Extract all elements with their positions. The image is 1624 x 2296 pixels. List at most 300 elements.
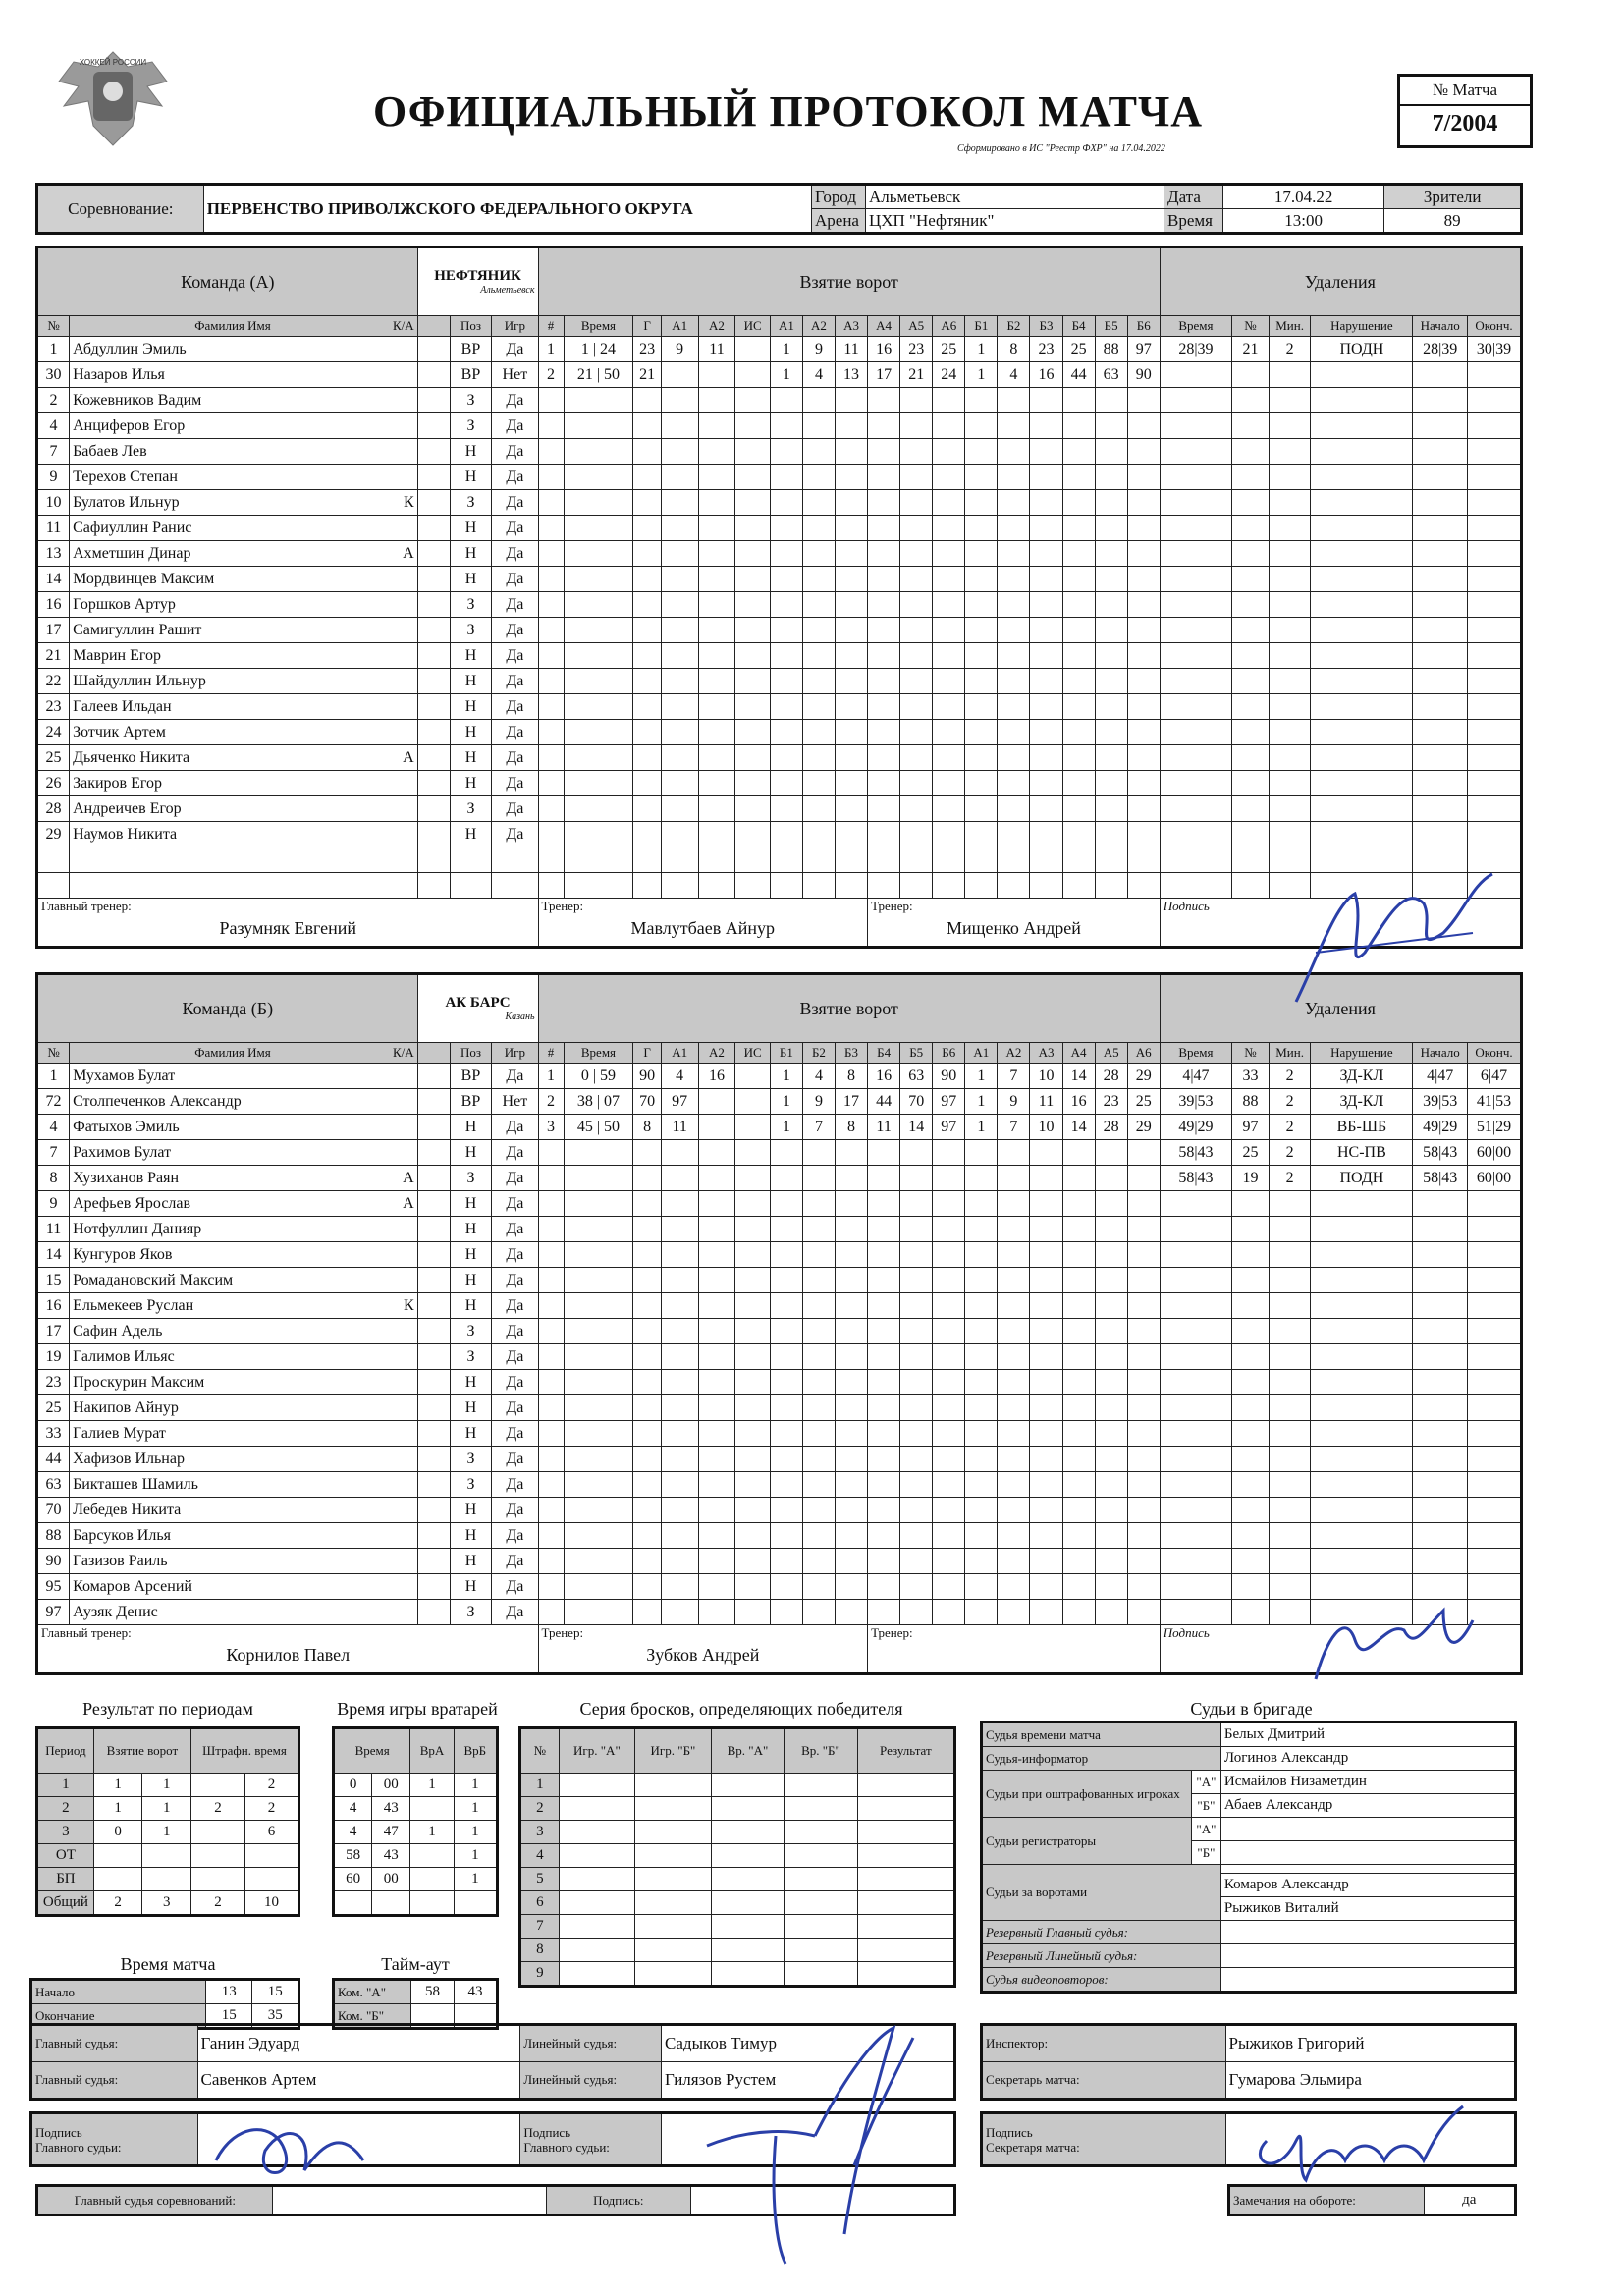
goalie-a [410, 1844, 454, 1868]
period-goals-b [142, 1844, 191, 1868]
player-number: 14 [37, 1242, 70, 1268]
player-name: Самигуллин Рашит [70, 618, 418, 643]
period-goals-b: 1 [142, 1774, 191, 1797]
penalty-end: 30|39 [1468, 337, 1522, 362]
player-position: З [450, 1319, 492, 1344]
coach1-cell: Тренер: Зубков Андрей [538, 1625, 868, 1674]
match-end-minute: 35 [252, 2004, 299, 2029]
period-pim-a [191, 1774, 245, 1797]
player-played: Да [492, 567, 538, 592]
col-pen-no: № [1232, 316, 1270, 337]
player-played: Да [492, 1217, 538, 1242]
goal-judge-2: Рыжиков Виталий [1220, 1897, 1515, 1921]
player-name: Ахметшин Динар А [70, 541, 418, 567]
player-played: Да [492, 490, 538, 516]
goal-minus-player: 16 [1062, 1089, 1095, 1115]
player-position: Н [450, 567, 492, 592]
team_b-label: Команда (Б) [37, 974, 418, 1043]
penalty-player: 25 [1232, 1140, 1270, 1166]
goal-plus-player: 17 [868, 362, 900, 388]
col-goalie-time: Время [334, 1728, 410, 1774]
goal-plus-player: 97 [933, 1115, 965, 1140]
player-position: ВР [450, 337, 492, 362]
remarks-label: Замечания на обороте: [1229, 2186, 1425, 2215]
penalty-end: 60|00 [1468, 1140, 1522, 1166]
col-minus-2: Б2 [998, 316, 1030, 337]
player-position: Н [450, 1191, 492, 1217]
player-row [37, 822, 1522, 847]
goal-plus-player: 8 [836, 1064, 868, 1089]
col-a2: А2 [698, 1043, 735, 1064]
line-ref-1: Садыков Тимур [662, 2025, 955, 2062]
goal-minus-player: 88 [1095, 337, 1127, 362]
player-played: Да [492, 796, 538, 822]
player-number: 4 [37, 1115, 70, 1140]
goal-minus-player: 10 [1030, 1064, 1062, 1089]
arena-label: Арена [812, 209, 866, 234]
player-number: 44 [37, 1447, 70, 1472]
player-name: Терехов Степан [70, 465, 418, 490]
goal-minus-player: 25 [1062, 337, 1095, 362]
match-start-minute: 15 [252, 1980, 299, 2004]
penalty-violation: ЗД-КЛ [1311, 1089, 1413, 1115]
player-row [37, 1498, 1522, 1523]
line-ref-signature-drawing [677, 2018, 933, 2273]
goal-plus-player: 4 [802, 362, 835, 388]
penalty-violation: ЗД-КЛ [1311, 1064, 1413, 1089]
goal-number: 2 [538, 1089, 564, 1115]
player-name: Галиев Мурат [70, 1421, 418, 1447]
player-row [37, 1268, 1522, 1293]
player-number: 30 [37, 362, 70, 388]
player-position: Н [450, 1370, 492, 1395]
period-name: Общий [37, 1891, 94, 1916]
player-row [37, 1217, 1522, 1242]
player-row [37, 1242, 1522, 1268]
period-pim-a: 2 [191, 1891, 245, 1916]
player-played: Да [492, 388, 538, 413]
goal-minus-player: 28 [1095, 1064, 1127, 1089]
secretary-value: Гумарова Эльмира [1225, 2062, 1515, 2100]
goal-plus-player: 25 [933, 337, 965, 362]
player-played: Да [492, 439, 538, 465]
penalty-violation: НС-ПВ [1311, 1140, 1413, 1166]
period-pim-b [244, 1844, 298, 1868]
goal-minus-player: 23 [1095, 1089, 1127, 1115]
shootout-table [518, 1726, 956, 1988]
player-number: 15 [37, 1268, 70, 1293]
svg-text:ХОККЕЙ РОССИИ: ХОККЕЙ РОССИИ [79, 58, 147, 67]
player-position: Н [450, 1268, 492, 1293]
player-number [37, 847, 70, 873]
head-ref-label-2: Главный судья: [31, 2062, 198, 2100]
player-played: Да [492, 822, 538, 847]
player-role: К [403, 1296, 414, 1314]
referees-title: Судьи в бригаде [1190, 1699, 1313, 1719]
timeout-b-label: Ком. "Б" [334, 2004, 411, 2029]
player-row [37, 413, 1522, 439]
goal-time: 21 | 50 [564, 362, 633, 388]
player-row [37, 567, 1522, 592]
player-number: 10 [37, 490, 70, 516]
player-played: Нет [492, 362, 538, 388]
match-time-title: Время матча [120, 1954, 216, 1974]
player-number: 90 [37, 1549, 70, 1574]
col-plus-3: Б3 [836, 1043, 868, 1064]
goalie-minute: 58 [334, 1844, 372, 1868]
player-row [37, 541, 1522, 567]
goal-scorer: 90 [633, 1064, 661, 1089]
col-name: Фамилия Имя К/А [70, 316, 418, 337]
player-played: Да [492, 1523, 538, 1549]
player-name: Мухамов Булат [70, 1064, 418, 1089]
period-name: 1 [37, 1774, 94, 1797]
player-number: 17 [37, 618, 70, 643]
player-row [37, 1395, 1522, 1421]
player-row [37, 439, 1522, 465]
goalie-a: 1 [410, 1774, 454, 1797]
head-ref-signature-drawing [206, 2111, 373, 2190]
player-number [37, 873, 70, 899]
line-ref-label-1: Линейный судья: [520, 2025, 662, 2062]
penalty-player: 97 [1232, 1115, 1270, 1140]
goal-minus-player: 28 [1095, 1115, 1127, 1140]
goalie-second: 43 [372, 1844, 410, 1868]
col-play: Игр [492, 316, 538, 337]
player-number: 9 [37, 1191, 70, 1217]
player-name: Андреичев Егор [70, 796, 418, 822]
goal-minus-player: 1 [965, 1064, 998, 1089]
shootout-row-number: 5 [520, 1868, 560, 1891]
player-name: Накипов Айнур [70, 1395, 418, 1421]
goal-minus-player: 63 [1095, 362, 1127, 388]
goal-situation [735, 362, 770, 388]
goalie-second: 00 [372, 1868, 410, 1891]
penalty-end: 60|00 [1468, 1166, 1522, 1191]
goal-time: 45 | 50 [564, 1115, 633, 1140]
coach2-cell: Тренер: Мищенко Андрей [868, 899, 1161, 948]
player-played: Да [492, 1574, 538, 1600]
player-row [37, 1574, 1522, 1600]
shootout-col: Результат [857, 1728, 954, 1774]
team_a-goals-header: Взятие ворот [538, 247, 1160, 316]
player-number: 26 [37, 771, 70, 796]
team-b-signature [1296, 1601, 1492, 1699]
player-row [37, 771, 1522, 796]
player-row [37, 1472, 1522, 1498]
goal-assist-1: 11 [661, 1115, 698, 1140]
player-row [37, 618, 1522, 643]
goal-scorer: 70 [633, 1089, 661, 1115]
col-period-pim: Штрафн. время [191, 1728, 299, 1774]
col-no: № [37, 316, 70, 337]
time-label: Время [1164, 209, 1222, 234]
goal-minus-player: 25 [1127, 1089, 1160, 1115]
player-played: Да [492, 1140, 538, 1166]
shootout-col: Вр. "Б" [785, 1728, 857, 1774]
player-number: 25 [37, 745, 70, 771]
player-played: Да [492, 771, 538, 796]
player-number: 21 [37, 643, 70, 669]
penalty-minutes: 2 [1269, 1140, 1311, 1166]
period-name: ОТ [37, 1844, 94, 1868]
player-number: 33 [37, 1421, 70, 1447]
col-plus-4: Б4 [868, 1043, 900, 1064]
col-plus-2: А2 [802, 316, 835, 337]
player-name: Горшков Артур [70, 592, 418, 618]
goalie-a [410, 1797, 454, 1821]
col-goalie-a: ВрА [410, 1728, 454, 1774]
comp-head-ref-label: Главный судья соревнований: [37, 2186, 273, 2215]
player-row [37, 1115, 1522, 1140]
team_b-goals-header: Взятие ворот [538, 974, 1160, 1043]
date-value: 17.04.22 [1222, 185, 1383, 209]
penalty-violation: ПОДН [1311, 1166, 1413, 1191]
player-position: З [450, 618, 492, 643]
goal-number: 2 [538, 362, 564, 388]
goal-minus-player: 1 [965, 362, 998, 388]
player-name: Нотфуллин Данияр [70, 1217, 418, 1242]
timeout-a-label: Ком. "А" [334, 1980, 411, 2004]
player-name: Маврин Егор [70, 643, 418, 669]
player-name: Сафин Адель [70, 1319, 418, 1344]
shootout-title: Серия бросков, определяющих победителя [579, 1699, 903, 1719]
player-name: Хузиханов Раян А [70, 1166, 418, 1191]
col-violation: Нарушение [1311, 1043, 1413, 1064]
col-minus-1: Б1 [965, 316, 998, 337]
goalie-b: 1 [454, 1797, 497, 1821]
col-minus-5: А5 [1095, 1043, 1127, 1064]
player-row [37, 1191, 1522, 1217]
player-name: Ромадановский Максим [70, 1268, 418, 1293]
col-ka-spacer [417, 316, 450, 337]
penalty-player: 33 [1232, 1064, 1270, 1089]
col-pos: Поз [450, 1043, 492, 1064]
shootout-row-number: 8 [520, 1939, 560, 1962]
player-number: 29 [37, 822, 70, 847]
penalty-time: 39|53 [1160, 1089, 1231, 1115]
period-name: 3 [37, 1821, 94, 1844]
player-position [450, 873, 492, 899]
player-position: Н [450, 1395, 492, 1421]
penalty-start: 58|43 [1413, 1166, 1468, 1191]
goal-number: 1 [538, 1064, 564, 1089]
goal-plus-player: 9 [802, 337, 835, 362]
period-pim-a: 2 [191, 1797, 245, 1821]
col-is: ИС [735, 316, 770, 337]
goal-assist-1: 9 [661, 337, 698, 362]
player-position: Н [450, 694, 492, 720]
player-played: Да [492, 1293, 538, 1319]
head-coach: Корнилов Павел [226, 1645, 351, 1665]
player-position: З [450, 1166, 492, 1191]
team-a-signature [1276, 864, 1512, 1021]
player-row [37, 1549, 1522, 1574]
period-goals-b: 1 [142, 1821, 191, 1844]
player-number: 23 [37, 694, 70, 720]
col-pen-min: Мин. [1269, 1043, 1311, 1064]
player-row [37, 362, 1522, 388]
player-row [37, 1447, 1522, 1472]
goal-minus-player: 10 [1030, 1115, 1062, 1140]
player-played [492, 847, 538, 873]
player-name: Лебедев Никита [70, 1498, 418, 1523]
player-played: Да [492, 1600, 538, 1625]
team-signature-cell: Подпись [1160, 1625, 1521, 1674]
player-row [37, 1166, 1522, 1191]
goalie-time-table [332, 1726, 499, 1917]
team-a-table [35, 246, 1523, 949]
goal-plus-player: 1 [770, 1089, 802, 1115]
player-number: 63 [37, 1472, 70, 1498]
goal-minus-player: 29 [1127, 1115, 1160, 1140]
goal-plus-player: 44 [868, 1089, 900, 1115]
player-position: Н [450, 1421, 492, 1447]
player-played: Да [492, 1166, 538, 1191]
coach-1: Мавлутбаев Айнур [630, 918, 776, 938]
col-minus-3: Б3 [1030, 316, 1062, 337]
goalie-second: 43 [372, 1797, 410, 1821]
goal-minus-player: 7 [998, 1064, 1030, 1089]
penalty-minutes: 2 [1269, 1166, 1311, 1191]
period-pim-a [191, 1821, 245, 1844]
team_a-name: НЕФТЯНИК [434, 268, 521, 284]
goal-plus-player: 23 [900, 337, 933, 362]
player-row [37, 1370, 1522, 1395]
player-name: Барсуков Илья [70, 1523, 418, 1549]
shootout-col: Игр. "Б" [635, 1728, 712, 1774]
player-played: Да [492, 1421, 538, 1447]
head-ref-signature-label-1: Подпись Главного судьи: [31, 2113, 198, 2166]
player-row [37, 694, 1522, 720]
player-played: Да [492, 1472, 538, 1498]
head-ref-label-1: Главный судья: [31, 2025, 198, 2062]
goalie-minute: 60 [334, 1868, 372, 1891]
player-position: Н [450, 1498, 492, 1523]
player-number: 13 [37, 541, 70, 567]
player-position: Н [450, 465, 492, 490]
goal-assist-2 [698, 1115, 735, 1140]
period-goals-a: 1 [93, 1774, 142, 1797]
goal-judges-label: Судьи за воротами [982, 1865, 1221, 1921]
col-period-goals: Взятие ворот [93, 1728, 190, 1774]
player-number: 17 [37, 1319, 70, 1344]
period-name: 2 [37, 1797, 94, 1821]
penalty-judge-b: Абаев Александр [1220, 1794, 1515, 1818]
col-plus-5: А5 [900, 316, 933, 337]
shootout-row-number: 4 [520, 1844, 560, 1868]
head-ref-signature-label-2: Подпись Главного судьи: [520, 2113, 662, 2166]
player-played: Да [492, 669, 538, 694]
player-position: З [450, 1472, 492, 1498]
goal-minus-player: 90 [1127, 362, 1160, 388]
col-pen-time: Время [1160, 316, 1231, 337]
period-goals-b: 3 [142, 1891, 191, 1916]
penalty-violation: ВБ-ШБ [1311, 1115, 1413, 1140]
player-number: 1 [37, 337, 70, 362]
player-played: Да [492, 1344, 538, 1370]
player-played: Да [492, 592, 538, 618]
player-position: Н [450, 643, 492, 669]
player-name: Мордвинцев Максим [70, 567, 418, 592]
team-b-table [35, 972, 1523, 1675]
penalty-judge-b-tag: "Б" [1191, 1794, 1220, 1818]
player-position: З [450, 388, 492, 413]
goalie-a: 1 [410, 1821, 454, 1844]
coach1-cell: Тренер: Мавлутбаев Айнур [538, 899, 868, 948]
goal-assist-2: 16 [698, 1064, 735, 1089]
goal-plus-player: 16 [868, 337, 900, 362]
shootout-row-number: 9 [520, 1962, 560, 1987]
penalty-end: 41|53 [1468, 1089, 1522, 1115]
player-row [37, 1319, 1522, 1344]
player-number: 14 [37, 567, 70, 592]
player-played: Нет [492, 1089, 538, 1115]
goal-plus-player: 63 [900, 1064, 933, 1089]
shootout-row-number: 7 [520, 1915, 560, 1939]
player-name: Хафизов Ильнар [70, 1447, 418, 1472]
informer-value: Логинов Александр [1220, 1747, 1515, 1771]
goal-plus-player: 1 [770, 337, 802, 362]
player-number: 7 [37, 1140, 70, 1166]
secretary-label: Секретарь матча: [982, 2062, 1226, 2100]
timekeeper-value: Белых Дмитрий [1220, 1722, 1515, 1747]
goal-plus-player: 14 [900, 1115, 933, 1140]
goal-scorer: 23 [633, 337, 661, 362]
col-goal-time: Время [564, 1043, 633, 1064]
penalty-time: 58|43 [1160, 1166, 1231, 1191]
competition-label: Соревнование: [37, 185, 204, 234]
city-label: Город [812, 185, 866, 209]
col-end: Оконч. [1468, 316, 1522, 337]
goal-plus-player: 9 [802, 1089, 835, 1115]
goal-minus-player: 1 [965, 1089, 998, 1115]
player-played: Да [492, 1064, 538, 1089]
period-goals-a: 2 [93, 1891, 142, 1916]
fhr-logo [39, 37, 187, 165]
player-name: Рахимов Булат [70, 1140, 418, 1166]
goal-minus-player: 14 [1062, 1115, 1095, 1140]
player-number: 19 [37, 1344, 70, 1370]
player-position: З [450, 796, 492, 822]
player-position: Н [450, 1549, 492, 1574]
player-number: 2 [37, 388, 70, 413]
player-row [37, 1089, 1522, 1115]
period-pim-b: 2 [244, 1774, 298, 1797]
goal-minus-player: 1 [965, 1115, 998, 1140]
goalie-b: 1 [454, 1774, 497, 1797]
player-name: Абдуллин Эмиль [70, 337, 418, 362]
penalty-time: 28|39 [1160, 337, 1231, 362]
player-position: Н [450, 1140, 492, 1166]
match-number-label: № Матча [1400, 77, 1530, 106]
player-name: Галимов Ильяс [70, 1344, 418, 1370]
goalie-b: 1 [454, 1868, 497, 1891]
date-label: Дата [1164, 185, 1222, 209]
team_b-penalties-header: Удаления [1160, 974, 1521, 1043]
page-title: ОФИЦИАЛЬНЫЙ ПРОТОКОЛ МАТЧА [373, 87, 1204, 136]
goal-plus-player: 11 [868, 1115, 900, 1140]
player-number: 28 [37, 796, 70, 822]
goal-time: 1 | 24 [564, 337, 633, 362]
match-number-box [1397, 74, 1533, 148]
team_a-label: Команда (А) [37, 247, 418, 316]
goalie-second [372, 1891, 410, 1916]
penalty-minutes: 2 [1269, 1115, 1311, 1140]
player-position: З [450, 592, 492, 618]
goal-plus-player: 7 [802, 1115, 835, 1140]
player-played: Да [492, 1115, 538, 1140]
